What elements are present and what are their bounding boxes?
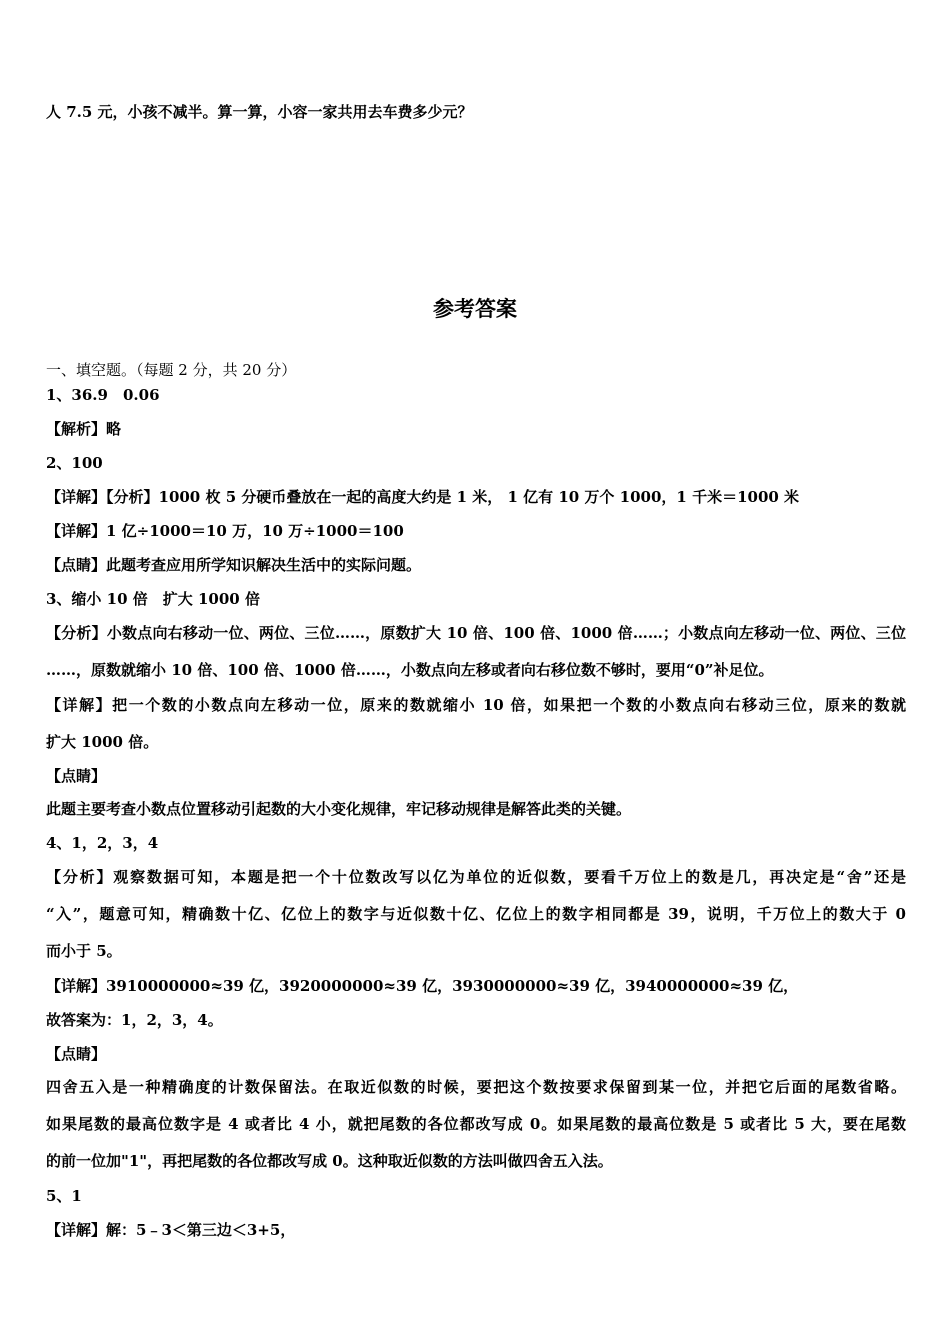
comment-4-line3: 的前一位加"1"，再把尾数的各位都改写成 0。这种取近似数的方法叫做四舍五入法。 [46,1152,613,1170]
comment-4-label: 【点睛】 [46,1045,107,1063]
answer-4: 4、1，2，3，4 [46,834,159,852]
analysis-3-line1: 【分析】小数点向右移动一位、两位、三位……，原数扩大 10 倍、100 倍、1000 倍……；小数点向左移动一位、两位、三位 [46,624,906,642]
comment-3-text: 此题主要考查小数点位置移动引起数的大小变化规律，牢记移动规律是解答此类的关键。 [46,800,632,818]
question-continuation: 人 7.5 元，小孩不减半。算一算，小容一家共用去车费多少元？ [46,103,473,121]
analysis-3-line2: ……，原数就缩小 10 倍、100 倍、1000 倍……，小数点向左移或者向右移位数不够时，要用“0”补足位。 [46,661,774,679]
detail-2b: 【详解】1 亿÷1000＝10 万，10 万÷1000＝100 [46,522,404,540]
detail-5: 【详解】解：5﹣3＜第三边＜3+5， [46,1221,296,1239]
detail-4-line1: 【详解】3910000000≈39 亿，3920000000≈39 亿，3930000000≈39 亿，3940000000≈39 亿， [46,977,799,995]
comment-4-line1: 四舍五入是一种精确度的计数保留法。在取近似数的时候，要把这个数按要求保留到某一位，并把它后面的尾数省略。 [46,1078,906,1096]
detail-3-line2: 扩大 1000 倍。 [46,733,159,751]
answer-2: 2、100 [46,454,103,472]
answers-title: 参考答案 [433,297,517,321]
comment-3-label: 【点睛】 [46,767,107,785]
detail-3-line1: 【详解】把一个数的小数点向左移动一位，原来的数就缩小 10 倍，如果把一个数的小数点向右移动三位，原来的数就 [46,696,906,714]
analysis-4-line2: “入”，题意可知，精确数十亿、亿位上的数字与近似数十亿、亿位上的数字相同都是 39，说明，千万位上的数大于 0 [46,905,906,923]
analysis-4-line1: 【分析】观察数据可知，本题是把一个十位数改写以亿为单位的近似数，要看千万位上的数是几，再决定是“舍”还是 [46,868,906,886]
detail-4-line2: 故答案为：1，2，3，4。 [46,1011,223,1029]
answer-5: 5、1 [46,1187,82,1205]
answer-3: 3、缩小 10 倍 扩大 1000 倍 [46,590,260,608]
answer-1: 1、36.9 0.06 [46,386,160,404]
analysis-4-line3: 而小于 5。 [46,942,122,960]
analysis-1: 【解析】略 [46,420,122,438]
detail-2a: 【详解】【分析】1000 枚 5 分硬币叠放在一起的高度大约是 1 米， 1 亿有 10 万个 1000，1 千米＝1000 米 [46,488,800,506]
comment-4-line2: 如果尾数的最高位数字是 4 或者比 4 小，就把尾数的各位都改写成 0。如果尾数的最高位数是 5 或者比 5 大，要在尾数 [46,1115,906,1133]
section-header: 一、填空题。（每题 2 分，共 20 分） [46,361,297,379]
comment-2: 【点睛】此题考查应用所学知识解决生活中的实际问题。 [46,556,422,574]
